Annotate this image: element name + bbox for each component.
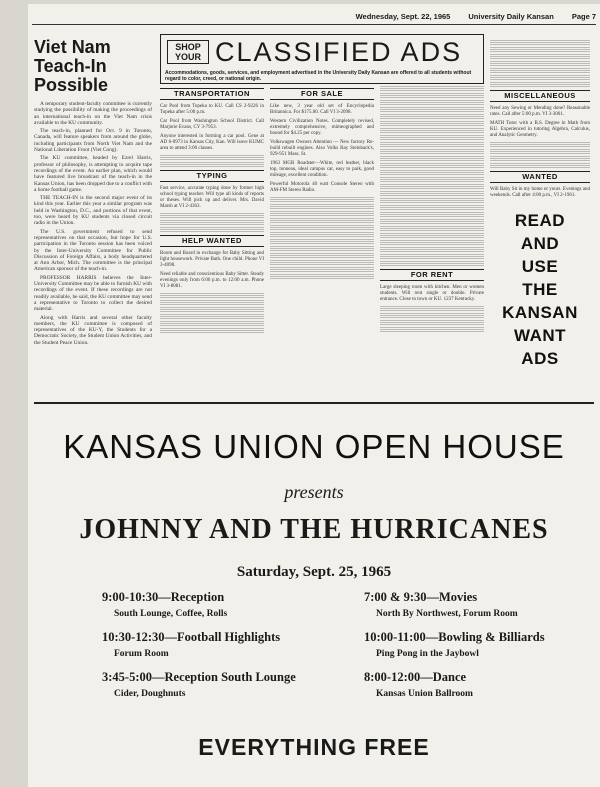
schedule-time: 8:00-12:00—Dance <box>364 670 467 684</box>
section-help-wanted: HELP WANTED <box>160 235 264 247</box>
schedule-place: Ping Pong in the Jaybowl <box>376 649 479 659</box>
schedule-place: North By Northwest, Forum Room <box>376 609 518 619</box>
text-filler <box>490 47 590 53</box>
text-filler <box>160 227 264 233</box>
text-filler <box>270 232 374 238</box>
news-article <box>34 34 152 348</box>
page-header <box>34 12 596 22</box>
text-filler <box>380 247 484 253</box>
text-filler <box>270 218 374 224</box>
text-filler <box>380 191 484 197</box>
section-transportation: TRANSPORTATION <box>160 88 264 100</box>
open-house-ad <box>34 402 594 786</box>
classified-column-2 <box>270 86 374 281</box>
classified-ad: Fast service, accurate typing done by former high school typing teacher. Will type all kinds of reports or theses. Will pick up and deliver. Mrs. David Marsh at VI 2-4363. <box>160 186 264 209</box>
text-filler <box>270 267 374 273</box>
text-filler <box>380 149 484 155</box>
classified-title: CLASSIFIED ADS <box>215 37 463 67</box>
schedule-item <box>364 630 600 660</box>
text-filler <box>380 142 484 148</box>
text-filler <box>490 54 590 60</box>
text-filler <box>380 198 484 204</box>
header-page-number: Page 7 <box>571 12 596 21</box>
read-word: THE <box>522 280 558 299</box>
schedule-place: Forum Room <box>114 649 169 659</box>
read-word: USE <box>521 257 559 276</box>
shop-your-label: SHOP YOUR <box>167 40 209 64</box>
article-paragraph: THE TEACH-IN is the second major event of its kind this year. Earlier this year a similar program was held in Washington, D.C., and portions of that event, too, were heard by KU students via closed circuit radio in the Union. <box>34 195 152 227</box>
classified-ad: Car Pool from Washington School District. Call Marjorie Evans, CY 3-7953. <box>160 119 264 130</box>
text-filler <box>380 240 484 246</box>
text-filler <box>490 156 590 162</box>
text-filler <box>490 149 590 155</box>
text-filler <box>490 142 590 148</box>
text-filler <box>270 246 374 252</box>
article-paragraph: A temporary student-faculty committee is currently studying the possibility of making the proceedings of an international teach-in on the Viet Nam crisis available to the KU community. <box>34 101 152 126</box>
text-filler <box>490 40 590 46</box>
classified-ad: Western Civilization Notes. Completely revised, extremely comprehensive, mimeographed and bound for $4.25 per copy. <box>270 119 374 136</box>
text-filler <box>380 93 484 99</box>
text-filler <box>380 254 484 260</box>
schedule-left <box>102 590 352 710</box>
section-miscellaneous: MISCELLANEOUS <box>490 90 590 102</box>
text-filler <box>160 213 264 219</box>
schedule-item <box>102 630 352 660</box>
text-filler <box>490 163 590 169</box>
classified-ad: Anyone interested in forming a car pool. Gene at AD 6-0973 in Kansas City, Kan. Will leave KUMC area to attend 3:00 classes. <box>160 134 264 151</box>
section-typing: TYPING <box>160 170 264 182</box>
text-filler <box>270 274 374 280</box>
schedule-item <box>102 590 352 620</box>
text-filler <box>380 163 484 169</box>
section-wanted: WANTED <box>490 171 590 183</box>
newspaper-page <box>28 4 600 787</box>
section-for-rent: FOR RENT <box>380 269 484 281</box>
article-paragraph: The teach-in, planned for Oct. 9 in Toronto, Canada, will feature speakers from around the globe, including participants from North Viet Nam and the National Liberation Front (Viet Cong). <box>34 128 152 154</box>
classified-column-4 <box>490 40 590 370</box>
read-word: ADS <box>521 349 559 368</box>
schedule-item <box>102 670 352 700</box>
schedule-time: 7:00 & 9:30—Movies <box>364 590 478 604</box>
schedule-place: Cider, Doughnuts <box>114 689 186 699</box>
text-filler <box>380 100 484 106</box>
text-filler <box>380 306 484 312</box>
text-filler <box>270 260 374 266</box>
classified-ad: Car Pool from Topeka to KU. Call CS 2-9226 in Topeka after 5:00 p.m. <box>160 104 264 115</box>
schedule-place: Kansas Union Ballroom <box>376 689 473 699</box>
classified-ad: Room and Board in exchange for Baby Sitting and light housework. Private Bath. One child. Phone VI 3-4098. <box>160 251 264 268</box>
article-headline: Viet Nam Teach-In Possible <box>34 37 111 95</box>
article-paragraph: The U.S. government refused to send representatives on that occasion, but hope for U.S. participation in the Toronto session has been voiced by the Inter-University Committee for Public Discussion of Foreign Affairs, a body headquartered at Ann Arbor, Mich. The committee is the principal American sponsor of the teach-in. <box>34 228 152 273</box>
classified-ad: Like new, 3 year old set of Encyclopedia Britannica. For $175.00. Call VI 3-2098. <box>270 104 374 115</box>
text-filler <box>160 300 264 306</box>
open-house-presents: presents <box>284 482 344 502</box>
classified-ad: Will Baby Sit in my home or yours. Evenings and weekends. Call after 4:00 p.m., VI 2-1961. <box>490 187 590 198</box>
text-filler <box>380 212 484 218</box>
text-filler <box>380 313 484 319</box>
text-filler <box>380 128 484 134</box>
text-filler <box>380 320 484 326</box>
text-filler <box>270 239 374 245</box>
classified-ad: Powerful Motorola 40 watt Console Stereo with AM-FM Stereo Radio. <box>270 182 374 193</box>
text-filler <box>380 261 484 267</box>
article-paragraph: Along with Harris and several other faculty members, the KU committee is composed of representatives of the KU-Y, the Students for a Democratic Society, the Student Union Activities, and the Student Peace Union. <box>34 314 152 346</box>
text-filler <box>160 293 264 299</box>
article-paragraph: The KU committee, headed by Ezrel Harris, professor of philosophy, is attempting to acquire tape recordings of the event. An earlier plan, which would have featured live broadcast of the teach-in in the Kansas Union, has been dropped due to a conflict with a home football game. <box>34 155 152 193</box>
open-house-title: KANSAS UNION OPEN HOUSE <box>63 428 565 465</box>
text-filler <box>380 177 484 183</box>
text-filler <box>380 121 484 127</box>
schedule-place: South Lounge, Coffee, Rolls <box>114 609 228 619</box>
text-filler <box>380 135 484 141</box>
classified-banner <box>160 34 484 84</box>
event-date: Saturday, Sept. 25, 1965 <box>236 564 392 580</box>
classified-note: Accommodations, goods, services, and employment advertised in the University Daily Kansan are offered to all students without regard to color, creed, or national origin. <box>165 70 472 82</box>
classified-ad: Large sleeping room with kitchen. Men or women students. Will rent single or double. Private entrance. Close to town or KU. 1237 Kentucky. <box>380 285 484 302</box>
classified-ad: Need any Sewing or Mending done? Reasonable rates. Call after 5:00 p.m. VI 3-3061. <box>490 106 590 117</box>
text-filler <box>160 220 264 226</box>
text-filler <box>490 75 590 81</box>
header-date: Wednesday, Sept. 22, 1965 <box>355 12 451 21</box>
read-word: WANT <box>513 326 567 345</box>
text-filler <box>380 156 484 162</box>
article-paragraph: PROFESSOR HARRIS believes the Inter-University Committee may be able to furnish KU with recordings of the event. If these recordings are not readily available, he said, the KU committee may send a representative to Toronto to collect the desired material. <box>34 274 152 313</box>
text-filler <box>270 204 374 210</box>
section-for-sale: FOR SALE <box>270 88 374 100</box>
schedule-item <box>364 590 600 620</box>
text-filler <box>380 184 484 190</box>
band-name: JOHNNY AND THE HURRICANES <box>79 514 549 545</box>
schedule-time: 10:30-12:30—Football Highlights <box>102 630 281 644</box>
text-filler <box>160 162 264 168</box>
read-word: AND <box>520 234 560 253</box>
text-filler <box>160 328 264 334</box>
classified-ad: Volkswagen Owners Attention — New factory Re-build rebuilt engines. Also Volks Bay Steinback's, 929-951 Mass. St. <box>270 140 374 157</box>
read-use-kansan-want-ads <box>490 209 590 370</box>
classified-column-3 <box>380 86 484 334</box>
text-filler <box>160 314 264 320</box>
text-filler <box>160 155 264 161</box>
text-filler <box>380 170 484 176</box>
text-filler <box>270 225 374 231</box>
text-filler <box>380 219 484 225</box>
schedule-right <box>364 590 600 710</box>
classified-ad: MATH Tutor with a B.S. Degree in Math from KU. Experienced in tutoring Algebra, Calculus, and Analytic Geometry. <box>490 121 590 138</box>
text-filler <box>380 233 484 239</box>
schedule-time: 9:00-10:30—Reception <box>102 590 225 604</box>
text-filler <box>270 253 374 259</box>
schedule-time: 3:45-5:00—Reception South Lounge <box>102 670 296 684</box>
text-filler <box>380 226 484 232</box>
read-word: READ <box>514 211 566 230</box>
header-paper-name: University Daily Kansan <box>468 12 554 21</box>
text-filler <box>490 61 590 67</box>
text-filler <box>160 321 264 327</box>
schedule-item <box>364 670 600 700</box>
text-filler <box>380 107 484 113</box>
classified-ad: Need reliable and conscientious Baby Sitter. Steady evenings only from 6:00 p.m. to 12:00 a.m. Phone VI 3-8081. <box>160 272 264 289</box>
classified-ad: 1963 MGB Roadster—White, red leather, black top, tonneau, ideal campus car, easy to park, good mileage, excellent condition. <box>270 161 374 178</box>
text-filler <box>380 327 484 333</box>
classified-column-1 <box>160 86 264 335</box>
text-filler <box>490 68 590 74</box>
text-filler <box>160 307 264 313</box>
text-filler <box>490 82 590 88</box>
header-rule <box>32 24 596 25</box>
text-filler <box>380 205 484 211</box>
text-filler <box>270 211 374 217</box>
text-filler <box>380 114 484 120</box>
everything-free: EVERYTHING FREE <box>198 734 430 760</box>
schedule-time: 10:00-11:00—Bowling & Billiards <box>364 630 545 644</box>
text-filler <box>270 197 374 203</box>
read-word: KANSAN <box>502 303 578 322</box>
text-filler <box>380 86 484 92</box>
